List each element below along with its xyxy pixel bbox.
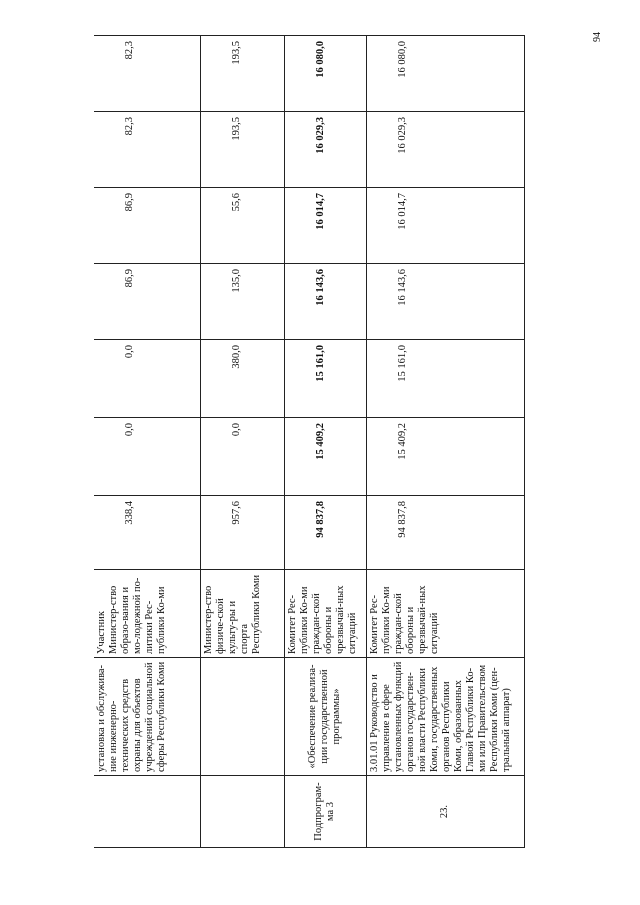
cell-section xyxy=(200,776,284,848)
cell-section xyxy=(94,776,200,848)
cell-value: 82,3 xyxy=(94,36,200,112)
cell-value: 16 014,7 xyxy=(366,188,524,264)
cell-value: 16 143,6 xyxy=(284,264,366,340)
table-row xyxy=(200,36,284,848)
cell-value: 135,0 xyxy=(200,264,284,340)
cell-name xyxy=(200,658,284,776)
cell-value: 86,9 xyxy=(94,264,200,340)
rotated-table-container xyxy=(94,36,526,848)
page-number: 94 xyxy=(592,32,603,42)
table-row xyxy=(366,36,524,848)
cell-value: 16 029,3 xyxy=(284,112,366,188)
cell-value: 55,6 xyxy=(200,188,284,264)
table-row xyxy=(94,36,200,848)
cell-name: установка и обслужива-ние инженерно-технических средств охраны для объектов учреждений социальной сферы Республики Коми xyxy=(94,658,200,776)
cell-value: 15 409,2 xyxy=(366,418,524,496)
table-row-subprogram xyxy=(284,36,366,848)
cell-section: 23. xyxy=(366,776,524,848)
cell-value: 94 837,8 xyxy=(284,496,366,570)
cell-value: 957,6 xyxy=(200,496,284,570)
cell-name: 3.01.01 Руководство и управление в сфере установленных функций органов государствен-ной власти Республики Коми, государственных органов Республики Коми, образованных Главой Республики Ко-ми или Правительством Республики Коми (цен-тральный аппарат) xyxy=(366,658,524,776)
cell-value: 338,4 xyxy=(94,496,200,570)
cell-value: 0,0 xyxy=(94,418,200,496)
cell-executor: Министер-ство физиче-ской культу-ры и спорта Республики Коми xyxy=(200,570,284,658)
cell-section: Подпрограм-ма 3 xyxy=(284,776,366,848)
cell-value: 193,5 xyxy=(200,36,284,112)
cell-value: 15 161,0 xyxy=(284,340,366,418)
cell-executor: Комитет Рес-публики Ко-ми граждан-ской обороны и чрезвычай-ных ситуаций xyxy=(366,570,524,658)
cell-value: 16 014,7 xyxy=(284,188,366,264)
cell-value: 94 837,8 xyxy=(366,496,524,570)
cell-name: «Обеспечение реализа-ции государственной программы» xyxy=(284,658,366,776)
cell-value: 15 409,2 xyxy=(284,418,366,496)
cell-value: 193,5 xyxy=(200,112,284,188)
cell-executor: Участник Министер-ство образо-вания и мо-лодежной по-литики Рес-публики Ко-ми xyxy=(94,570,200,658)
cell-value: 16 080,0 xyxy=(284,36,366,112)
cell-value: 0,0 xyxy=(94,340,200,418)
cell-value: 16 029,3 xyxy=(366,112,524,188)
cell-value: 380,0 xyxy=(200,340,284,418)
cell-value: 16 143,6 xyxy=(366,264,524,340)
cell-value: 15 161,0 xyxy=(366,340,524,418)
cell-value: 86,9 xyxy=(94,188,200,264)
cell-executor: Комитет Рес-публики Ко-ми граждан-ской обороны и чрезвычай-ных ситуаций xyxy=(284,570,366,658)
cell-value: 82,3 xyxy=(94,112,200,188)
cell-value: 0,0 xyxy=(200,418,284,496)
cell-value: 16 080,0 xyxy=(366,36,524,112)
budget-table xyxy=(94,35,525,848)
